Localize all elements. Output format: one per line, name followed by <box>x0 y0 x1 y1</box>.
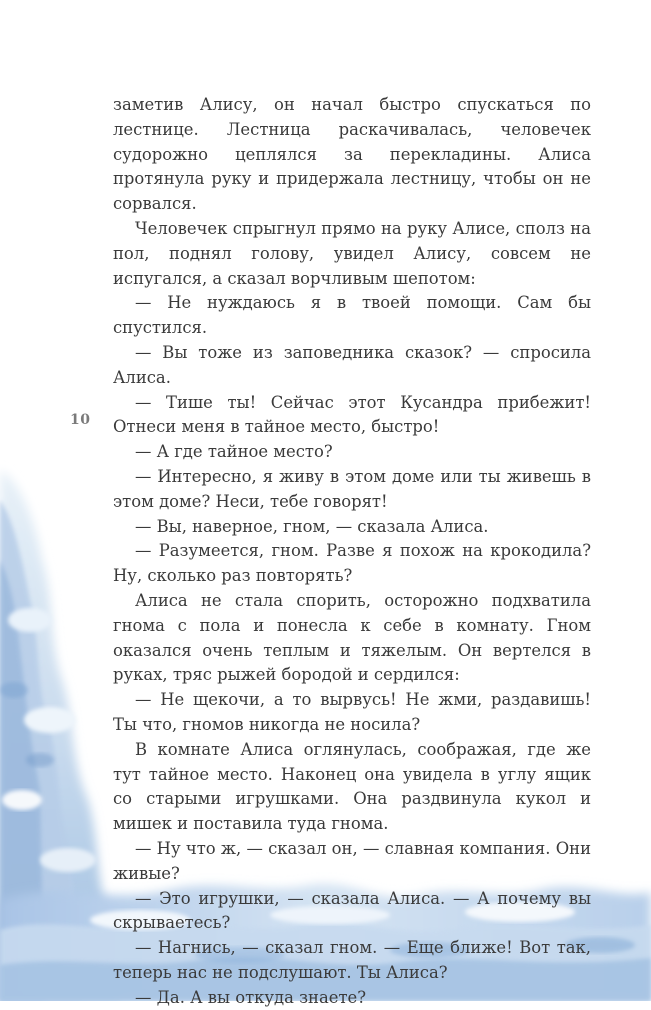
paragraph: заметив Алису, он начал быстро спускаться по лестнице. Лестница раскачивалась, человечек судорожно цеплялся за перекладины. Алиса протянула руку и придержала лестницу, чтобы он не сорвался. <box>113 95 591 214</box>
page-body <box>113 93 591 1010</box>
paragraph: — Не щекочи, а то вырвусь! Не жми, раздавишь! Ты что, гномов никогда не носила? <box>113 690 591 734</box>
paragraph: — Вы тоже из заповедника сказок? — спросила Алиса. <box>113 342 591 387</box>
paragraph: — Да. А вы откуда знаете? <box>135 987 367 1007</box>
paragraph: — Интересно, я живу в этом доме или ты живешь в этом доме? Неси, тебе говорят! <box>113 466 591 511</box>
paragraph: — Ну что ж, — сказал он, — славная компания. Они живые? <box>113 838 591 883</box>
paragraph: — Нагнись, — сказал гном. — Еще ближе! Вот так, теперь нас не подслушают. Ты Алиса? <box>113 938 591 982</box>
paragraph: — Это игрушки, — сказала Алиса. — А почему вы скрываетесь? <box>113 888 591 933</box>
paragraph: — Тише ты! Сейчас этот Кусандра прибежит! Отнеси меня в тайное место, быстро! <box>113 392 591 437</box>
paragraph: — Разумеется, гном. Разве я похож на крокодила? Ну, сколько раз повторять? <box>113 541 591 586</box>
paragraph: В комнате Алиса оглянулась, соображая, где же тут тайное место. Наконец она увидела в углу ящик со старыми игрушками. Она раздвинула кукол и мишек и поставила туда гнома. <box>113 739 591 834</box>
paragraph: — Вы, наверное, гном, — сказала Алиса. <box>135 516 489 536</box>
paragraph: Человечек спрыгнул прямо на руку Алисе, сполз на пол, поднял голову, увидел Алису, совсем не испугался, а сказал ворчливым шепотом: <box>113 218 591 288</box>
paragraph: — А где тайное место? <box>135 442 333 462</box>
page-number: 10 <box>70 412 91 428</box>
paragraph: — Не нуждаюсь я в твоей помощи. Сам бы спустился. <box>113 293 591 338</box>
paragraph: Алиса не стала спорить, осторожно подхватила гнома с пола и понесла к себе в комнату. Гном оказался очень теплым и тяжелым. Он вертелся в руках, тряс рыжей бородой и сердился: <box>113 590 591 685</box>
